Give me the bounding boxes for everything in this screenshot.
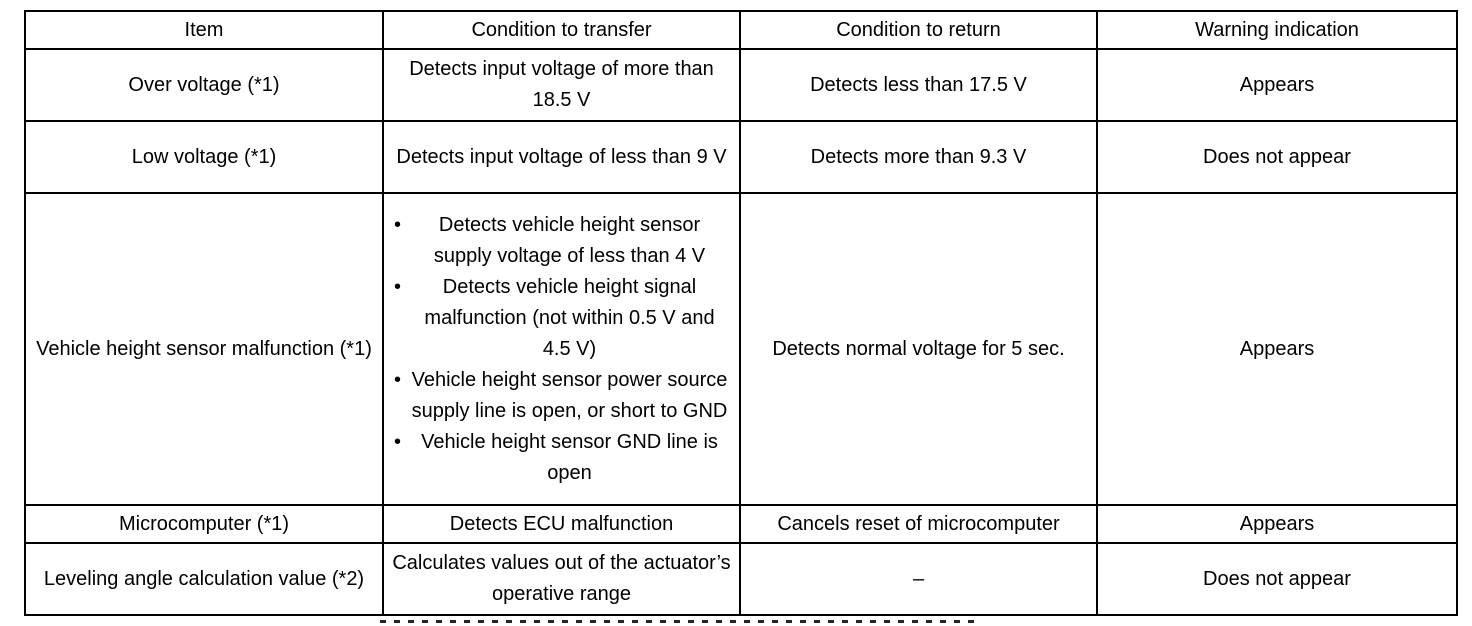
cell-item: Leveling angle calculation value (*2) — [25, 543, 383, 615]
cell-return: – — [740, 543, 1097, 615]
bullet-item — [392, 210, 731, 272]
cell-warning: Appears — [1097, 193, 1457, 505]
bullet-icon: • — [394, 368, 402, 391]
cell-item: Vehicle height sensor malfunction (*1) — [25, 193, 383, 505]
bullet-text: Detects vehicle height sensor supply voltage of less than 4 V — [433, 213, 706, 267]
bullet-text: Vehicle height sensor GND line is open — [421, 430, 718, 484]
cell-transfer: Detects input voltage of less than 9 V — [383, 121, 740, 193]
cell-transfer: Detects ECU malfunction — [383, 505, 740, 543]
cell-return: Detects normal voltage for 5 sec. — [740, 193, 1097, 505]
cell-return: Cancels reset of microcomputer — [740, 505, 1097, 543]
bullet-item — [392, 427, 731, 489]
cell-item: Low voltage (*1) — [25, 121, 383, 193]
cell-transfer: Detects input voltage of more than 18.5 V — [383, 49, 740, 121]
bullet-icon: • — [394, 213, 402, 236]
cell-return: Detects less than 17.5 V — [740, 49, 1097, 121]
cell-transfer: Calculates values out of the actuator’s operative range — [383, 543, 740, 615]
cell-return: Detects more than 9.3 V — [740, 121, 1097, 193]
table-row — [25, 49, 1457, 121]
cell-warning: Appears — [1097, 505, 1457, 543]
cell-item: Microcomputer (*1) — [25, 505, 383, 543]
table-row — [25, 505, 1457, 543]
bullet-text: Detects vehicle height signal malfunction (not within 0.5 V and 4.5 V) — [424, 275, 715, 360]
cropped-text-fragment — [24, 616, 1456, 626]
cropped-text-marks — [380, 620, 980, 623]
bullet-icon: • — [394, 430, 402, 453]
header-condition-to-transfer: Condition to transfer — [383, 11, 740, 49]
bullet-item — [392, 365, 731, 427]
header-item: Item — [25, 11, 383, 49]
fail-safe-table — [24, 10, 1458, 616]
bullet-list — [392, 210, 731, 489]
cell-warning: Appears — [1097, 49, 1457, 121]
table-row — [25, 121, 1457, 193]
table-header-row — [25, 11, 1457, 49]
table-row — [25, 193, 1457, 505]
header-condition-to-return: Condition to return — [740, 11, 1097, 49]
cell-item: Over voltage (*1) — [25, 49, 383, 121]
cell-transfer-bullets — [383, 193, 740, 505]
bullet-icon: • — [394, 275, 402, 298]
cell-warning: Does not appear — [1097, 543, 1457, 615]
header-warning-indication: Warning indication — [1097, 11, 1457, 49]
cell-warning: Does not appear — [1097, 121, 1457, 193]
table-row — [25, 543, 1457, 615]
bullet-text: Vehicle height sensor power source supply line is open, or short to GND — [411, 368, 728, 422]
bullet-item — [392, 272, 731, 365]
